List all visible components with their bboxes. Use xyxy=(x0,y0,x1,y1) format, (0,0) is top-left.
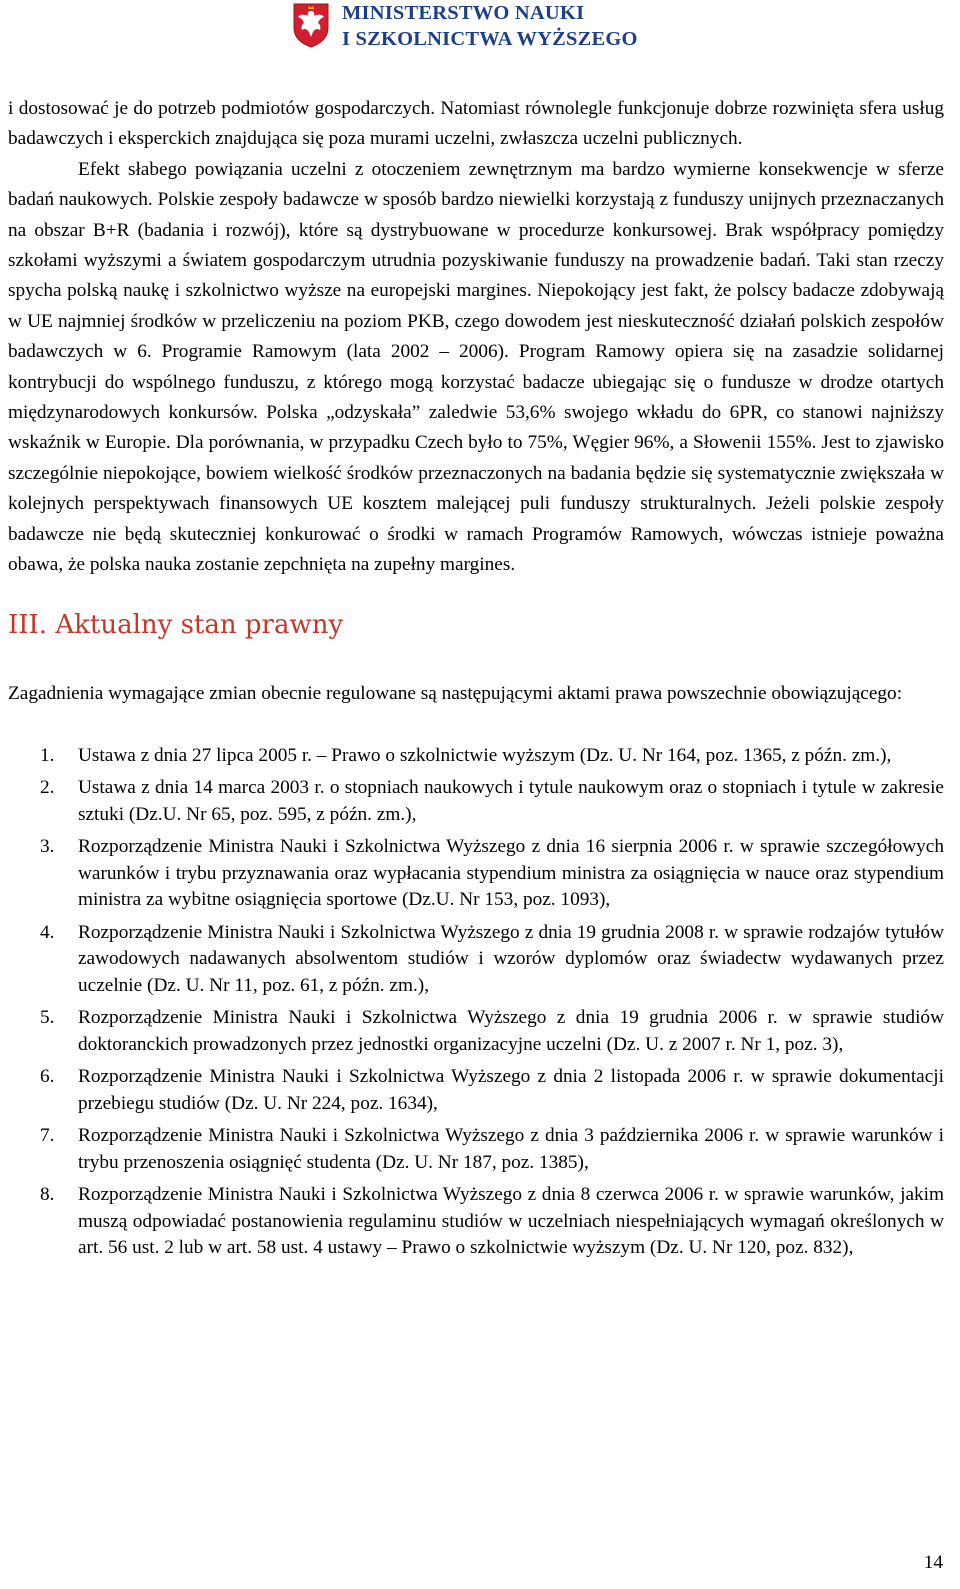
list-item-number: 1. xyxy=(40,744,55,766)
list-item-text: Rozporządzenie Ministra Nauki i Szkolnictwa Wyższego z dnia 19 grudnia 2008 r. w sprawie rodzajów tytułów zawodowych nadawanych absolwentom studiów i wzorów dyplomów oraz świadectw wydawanych przez uczelnie (Dz. U. Nr 11, poz. 61, z późn. zm.), xyxy=(78,921,944,996)
page-number: 14 xyxy=(923,1552,943,1573)
list-item xyxy=(8,834,944,914)
list-item xyxy=(8,775,944,828)
list-item-number: 2. xyxy=(40,777,55,799)
ministry-name-line1: MINISTERSTWO NAUKI xyxy=(342,2,585,24)
list-item-text: Rozporządzenie Ministra Nauki i Szkolnictwa Wyższego z dnia 3 października 2006 r. w sprawie warunków i trybu przenoszenia osiągnięć studenta (Dz. U. Nr 187, poz. 1385), xyxy=(78,1125,944,1173)
list-item xyxy=(8,1123,944,1176)
list-item-text: Rozporządzenie Ministra Nauki i Szkolnictwa Wyższego z dnia 2 listopada 2006 r. w sprawie dokumentacji przebiegu studiów (Dz. U. Nr 224, poz. 1634), xyxy=(78,1066,944,1114)
list-item-number: 6. xyxy=(40,1066,55,1088)
list-item-number: 4. xyxy=(40,921,55,943)
list-item-text: Rozporządzenie Ministra Nauki i Szkolnictwa Wyższego z dnia 19 grudnia 2006 r. w sprawie studiów doktoranckich prowadzonych przez jednostki organizacyjne uczelni (Dz. U. z 2007 r. Nr 1, poz. 3), xyxy=(78,1007,944,1055)
list-item xyxy=(8,1182,944,1262)
legal-acts-list xyxy=(8,743,944,1262)
ministry-name xyxy=(342,0,638,52)
list-item-text: Ustawa z dnia 27 lipca 2005 r. – Prawo o szkolnictwie wyższym (Dz. U. Nr 164, poz. 1365, z późn. zm.), xyxy=(78,744,892,766)
list-item-number: 8. xyxy=(40,1184,55,1206)
list-item xyxy=(8,743,944,770)
list-item-text: Ustawa z dnia 14 marca 2003 r. o stopniach naukowych i tytule naukowym oraz o stopniach i tytule w zakresie sztuki (Dz.U. Nr 65, poz. 595, z późn. zm.), xyxy=(78,777,944,825)
list-item-number: 3. xyxy=(40,836,55,858)
list-item xyxy=(8,920,944,1000)
list-item-text: Rozporządzenie Ministra Nauki i Szkolnictwa Wyższego z dnia 16 sierpnia 2006 r. w sprawie szczegółowych warunków i trybu przyznawania oraz wypłacania stypendium ministra za osiągnięcia w nauce oraz stypendium ministra za wybitne osiągnięcia sportowe (Dz.U. Nr 153, poz. 1093), xyxy=(78,836,944,911)
paragraph-continuation: i dostosować je do potrzeb podmiotów gospodarczych. Natomiast równolegle funkcjonuje dobrze rozwinięta sfera usług badawczych i eksperckich znajdująca się poza murami uczelni, zwłaszcza uczelni publicznych. xyxy=(8,98,944,150)
paragraph-research-effects: Efekt słabego powiązania uczelni z otoczeniem zewnętrznym ma bardzo wymierne konsekwencje w sferze badań naukowych. Polskie zespoły badawcze w sposób bardzo niewielki korzystają z funduszy unijnych przeznaczanych na obszar B+R (badania i rozwój), które są dystrybuowane w procedurze konkursowej. Brak współpracy pomiędzy szkołami wyższymi a światem gospodarczym utrudnia pozyskiwanie funduszy na prowadzenie badań. Taki stan rzeczy spycha polską naukę i szkolnictwo wyższe na europejski margines. Niepokojący jest fakt, że polscy badacze zdobywają w UE najmniej środków w przeliczeniu na poziom PKB, czego dowodem jest nieskuteczność działań polskich zespołów badawczych w 6. Programie Ramowym (lata 2002 – 2006). Program Ramowy opiera się na zasadzie solidarnej kontrybucji do wspólnego funduszu, z którego mogą korzystać badacze ubiegając się o fundusze w drodze otartych międzynarodowych konkursów. Polska „odzyskała” zaledwie 53,6% swojego wkładu do 6PR, co stanowi najniższy wskaźnik w Europie. Dla porównania, w przypadku Czech było to 75%, Węgier 96%, a Słowenii 155%. Jest to zjawisko szczególnie niepokojące, bowiem wielkość środków przeznaczonych na badania będzie się systematycznie zwiększała w kolejnych perspektywach finansowych UE kosztem malejącej puli funduszy strukturalnych. Jeżeli polskie zespoły badawcze nie będą skuteczniej konkurować o środki w ramach Programów Ramowych, wówczas istnieje poważna obawa, że polska nauka zostanie zepchnięta na zupełny margines. xyxy=(8,158,944,576)
list-item-number: 7. xyxy=(40,1125,55,1147)
ministry-name-line2: I SZKOLNICTWA WYŻSZEGO xyxy=(342,28,638,50)
section-title: III. Aktualny stan prawny xyxy=(8,609,344,640)
list-item xyxy=(8,1005,944,1058)
section-intro: Zagadnienia wymagające zmian obecnie regulowane są następującymi aktami prawa powszechnie obowiązującego: xyxy=(8,682,903,704)
eagle-crest-icon xyxy=(292,2,330,48)
list-item xyxy=(8,1064,944,1117)
list-item-text: Rozporządzenie Ministra Nauki i Szkolnictwa Wyższego z dnia 8 czerwca 2006 r. w sprawie warunków, jakim muszą odpowiadać postanowienia regulaminu studiów w uczelniach niespełniających wymagań określonych w art. 56 ust. 2 lub w art. 58 ust. 4 ustawy – Prawo o szkolnictwie wyższym (Dz. U. Nr 120, poz. 832), xyxy=(78,1184,944,1259)
list-item-number: 5. xyxy=(40,1007,55,1029)
page-header xyxy=(0,0,960,60)
document-body xyxy=(8,94,944,1268)
